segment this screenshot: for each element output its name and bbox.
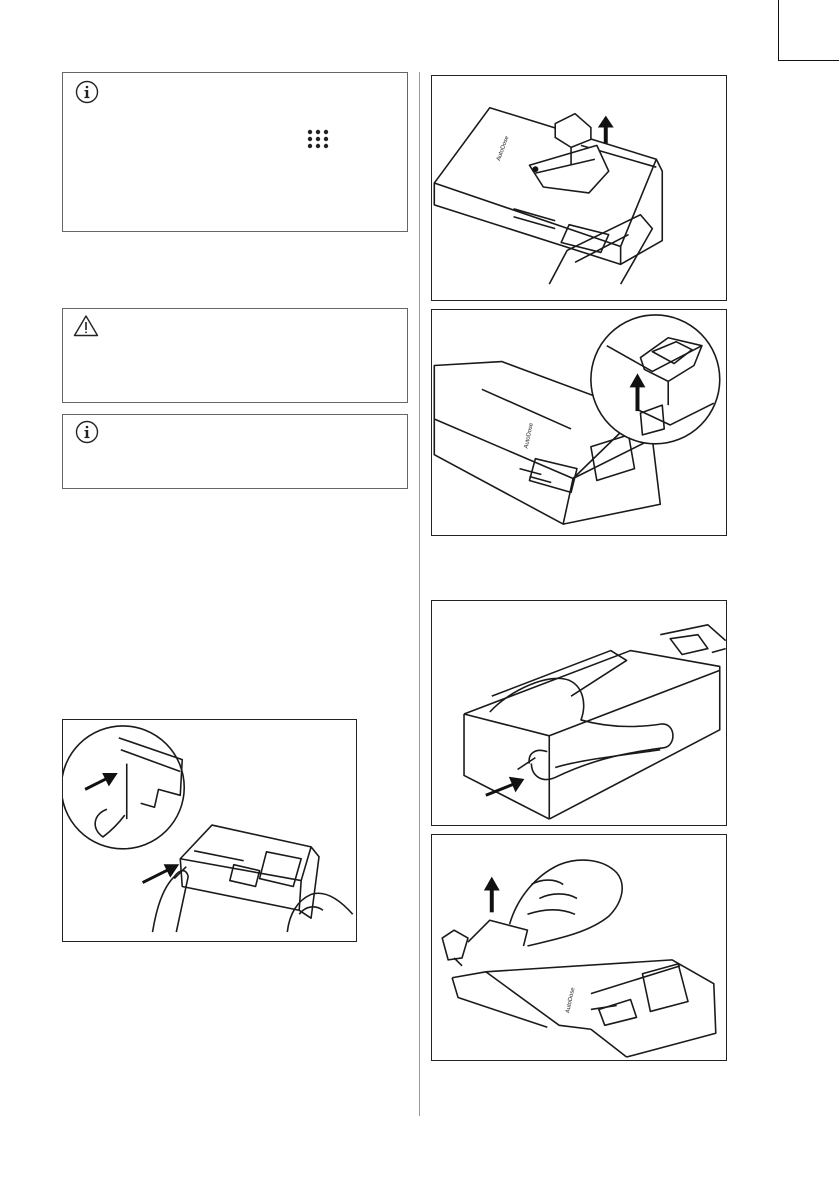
registration-mark <box>778 0 779 61</box>
info-note-2 <box>62 414 408 489</box>
warning-note <box>62 308 408 403</box>
info-icon <box>75 420 99 444</box>
flap-detail-illustration <box>432 310 726 535</box>
drawer-label: AutoDose <box>523 422 535 450</box>
keypad-grid-icon <box>307 129 329 149</box>
figure-remove-flap-detail <box>431 309 727 536</box>
figure-dispenser-release-latch <box>62 719 357 942</box>
warning-triangle-icon <box>73 314 99 337</box>
info-note-1 <box>62 72 408 232</box>
figure-press-drawer-catch <box>431 600 727 826</box>
flap-lift-illustration <box>432 76 726 300</box>
lift-drawer-illustration <box>432 835 726 1060</box>
figure-lift-drawer-out <box>431 834 727 1061</box>
drawer-label: AutoDose <box>565 987 577 1014</box>
info-icon <box>75 80 99 104</box>
dispenser-latch-illustration <box>63 720 356 941</box>
column-divider <box>419 72 420 1116</box>
figure-remove-flap-lift <box>431 75 727 301</box>
registration-mark-h <box>778 60 839 61</box>
drawer-label: AutoDose <box>495 135 511 162</box>
press-catch-illustration <box>432 601 726 825</box>
